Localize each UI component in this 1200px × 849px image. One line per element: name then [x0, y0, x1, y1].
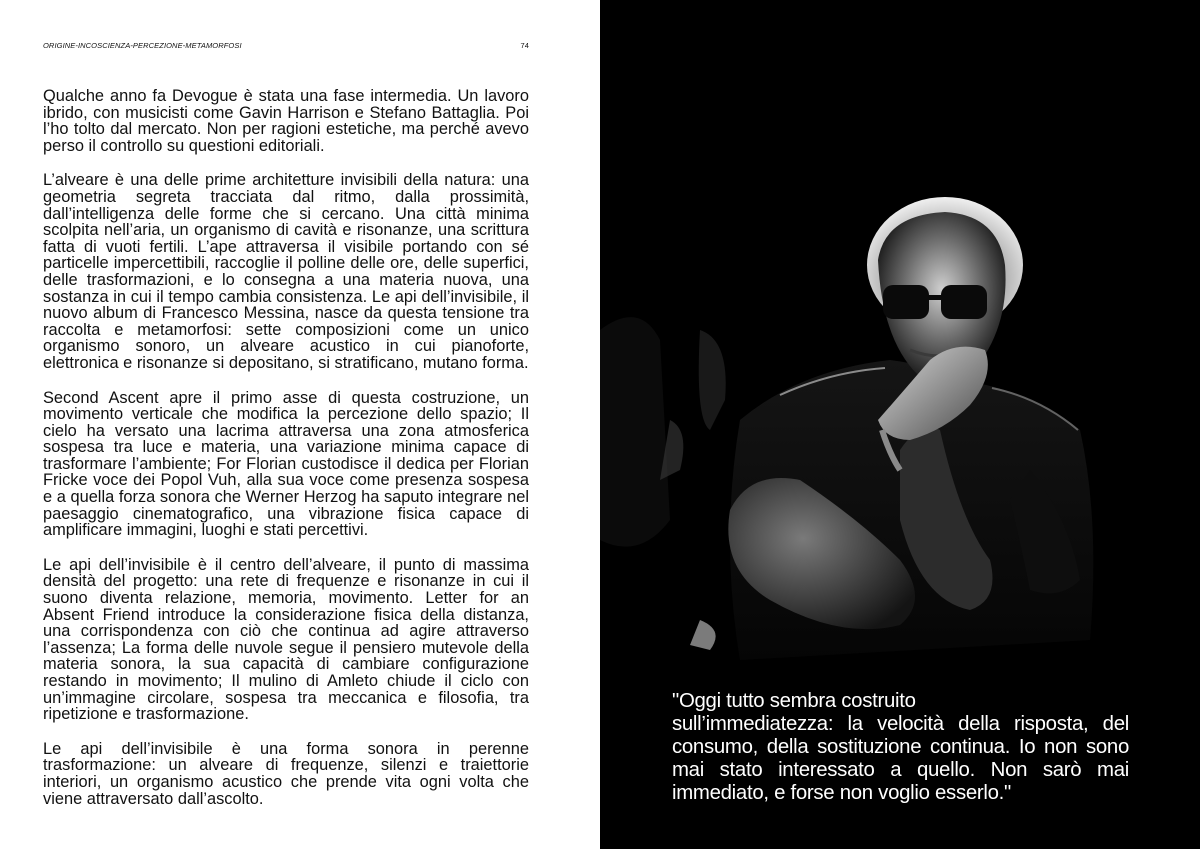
- paragraph: Qualche anno fa Devogue è stata una fase intermedia. Un lavoro ibrido, con musicisti come Gavin Harrison e Stefano Battaglia. Poi l’ho tolto dal mercato. Non per ragioni estetiche, ma perché avevo perso il controllo su questioni editoriali.: [43, 87, 529, 155]
- paragraph: Le api dell’invisibile è il centro dell’alveare, il punto di massima densità del progetto: una rete di frequenze e risonanze in cui il suono diventa relazione, memoria, movimento. Letter for an Absent Friend introduce la considerazione fisica della distanza, una corrispondenza con ciò che continua ad agire attraverso l’assenza; La forma delle nuvole segue il pensiero mutevole della materia sonora, la sua capacità di cambiare configurazione restando in movimento; Il mulino di Amleto chiude il ciclo con un’immagine circolare, sospesa tra meccanica e filosofia, tra ripetizione e trasformazione.: [43, 555, 529, 724]
- right-page: [600, 0, 1200, 849]
- page-number: 74: [520, 41, 529, 50]
- paragraph: L’alveare è una delle prime architetture invisibili della natura: una geometria segreta tracciata dal ritmo, dalla prossimità, dall’intelligenza delle forme che si cercano. Una città minima scolpita nell’aria, un organismo di cavità e risonanze, una scrittura fatta di vuoti fertili. L’ape attraversa il visibile portando con sé particelle impercettibili, raccoglie il polline delle ore, delle superfici, delle trasformazioni, e lo consegna a una materia nuova, una sostanza in cui il tempo cambia consistenza. Le api dell’invisibile, il nuovo album di Francesco Messina, nasce da questa tensione tra raccolta e metamorfosi: sette composizioni come un unico organismo sonoro, un alveare acustico in cui pianoforte, elettronica e risonanze si depositano, si stratificano, mutano forma.: [43, 171, 529, 372]
- paragraph: Second Ascent apre il primo asse di questa costruzione, un movimento verticale che modifica la percezione dello spazio; Il cielo ha versato una lacrima attraversa una zona atmosferica sospesa tra luce e materia, una variazione minima capace di trasformare l’ambiente; For Florian custodisce il dedica per Florian Fricke voce dei Popol Vuh, alla sua voce come presenza sospesa e a quella forza sonora che Werner Herzog ha saputo integrare nel paesaggio cinematografico, una vibrazione fisica capace di amplificare immagini, luoghi e stati percettivi.: [43, 388, 529, 540]
- section-title: ORIGINE-INCOSCIENZA-PERCEZIONE-METAMORFOSI: [43, 41, 242, 50]
- pull-quote: [672, 690, 1129, 805]
- running-head: [43, 41, 529, 50]
- pull-quote-first-line: "Oggi tutto sembra costruito: [672, 690, 916, 712]
- paragraph: Le api dell’invisibile è una forma sonora in perenne trasformazione: un alveare di frequenze, silenzi e traiettorie interiori, un organismo acustico che prende vita ogni volta che viene attraversato dall’ascolto.: [43, 739, 529, 808]
- pull-quote-text: sull’immediatezza: la velocità della risposta, del consumo, della sostituzione continua. Io non sono mai stato interessato a quello. Non sarò mai immediato, e forse non voglio esserlo.": [672, 713, 1129, 804]
- article-body: [43, 88, 529, 825]
